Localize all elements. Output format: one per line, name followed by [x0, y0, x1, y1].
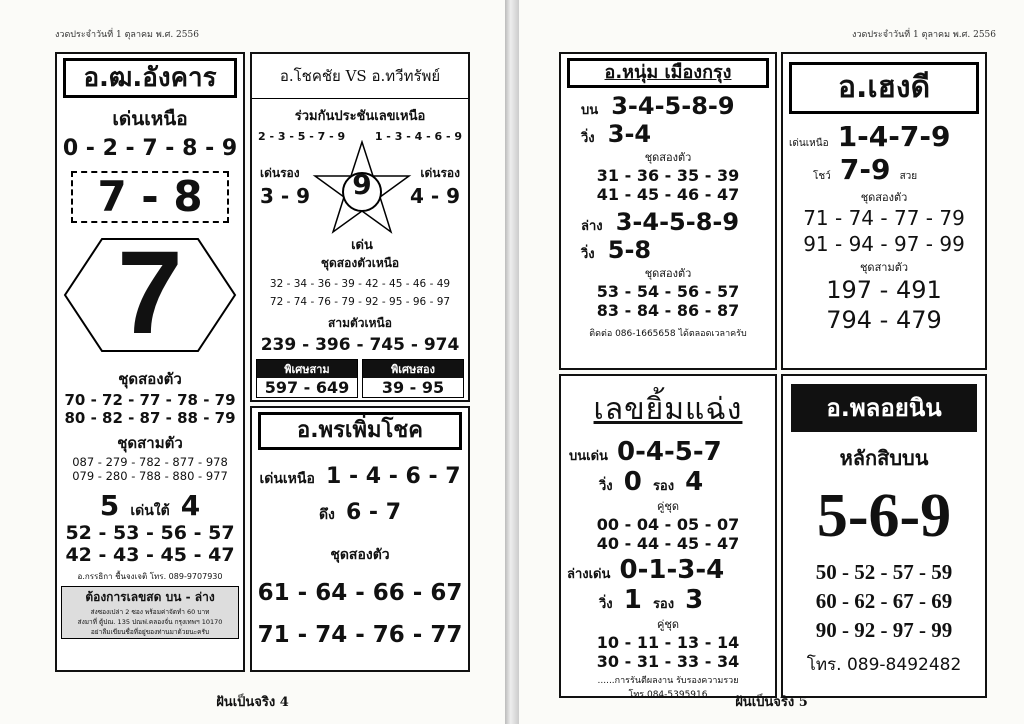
lead-label: เด่นเหนือ — [112, 108, 188, 130]
two-digit-label: ชุดสองตัว — [118, 370, 182, 388]
order-ad-line: ส่งซองเปล่า 2 ซอง พร้อมค่าจัดทำ 60 บาท — [90, 608, 210, 616]
contact-phone: โทร.084-5395916 — [628, 690, 708, 698]
south-label: เด่นใต้ — [130, 503, 170, 519]
right-header: งวดประจำวันที่ 1 ตุลาคม พ.ศ. 2556 — [852, 30, 996, 40]
show-digits: 7-9 — [839, 153, 891, 186]
two-digit-row: 41 - 45 - 46 - 47 — [596, 185, 740, 204]
top-run-label: วิ่ง — [599, 479, 613, 494]
panel-pornpermchok — [250, 406, 470, 672]
south-lead — [57, 489, 243, 522]
two-digit-row: 80 - 82 - 87 - 88 - 79 — [64, 409, 236, 427]
three-digit-row: 239 - 396 - 745 - 974 — [260, 335, 460, 355]
low-line — [561, 208, 775, 236]
low-digits: 0-1-3-4 — [619, 555, 725, 585]
show-label: โชว์ — [813, 171, 831, 182]
star-label: เด่น — [351, 238, 373, 253]
contact-line: อ.กรรธิกา ชื้นจงเจติ โทร. 089-9707930 — [77, 572, 223, 581]
joint-left-digits: 2 - 3 - 5 - 7 - 9 — [258, 130, 346, 143]
special-two-label: พิเศษสอง — [363, 360, 463, 378]
low-run-line — [561, 585, 775, 615]
order-ad-title: ต้องการเลขสด บน - ล่าง — [85, 590, 215, 604]
top-run-label: วิ่ง — [581, 131, 595, 146]
contact-line: ......การรันตีผลงาน รับรองความรวย — [597, 676, 739, 686]
pair-row: 40 - 44 - 45 - 47 — [596, 534, 740, 553]
pair-row: 30 - 31 - 33 - 34 — [596, 652, 740, 671]
three-digit-row: 087 - 279 - 782 - 877 - 978 — [72, 455, 228, 469]
star-section — [252, 126, 468, 276]
panel-ang-khan — [55, 52, 245, 672]
top-run-digit: 0 — [623, 467, 642, 497]
sub-label: หลักสิบบน — [839, 446, 929, 470]
tens-row: 60 - 62 - 67 - 69 — [815, 589, 953, 613]
divider — [252, 98, 468, 99]
top-run-digits: 3-4 — [607, 120, 652, 148]
low-run-label: วิ่ง — [581, 247, 595, 262]
two-digit-row: 91 - 94 - 97 - 99 — [803, 232, 965, 256]
pair-label: คู่ชุด — [657, 618, 679, 631]
two-digit-label: ชุดสองตัว — [330, 547, 390, 563]
top-digits: 0-4-5-7 — [617, 437, 722, 467]
panel-chokchai-taweesap — [250, 52, 470, 402]
top-digits: 3-4-5-8-9 — [611, 92, 735, 120]
two-digit-row: 71 - 74 - 77 - 79 — [803, 206, 965, 230]
big-digits: 5-6-9 — [816, 482, 952, 550]
two-digit-row: 53 - 54 - 56 - 57 — [596, 282, 740, 301]
left-header: งวดประจำวันที่ 1 ตุลาคม พ.ศ. 2556 — [55, 30, 199, 40]
show-line — [783, 153, 985, 186]
top-second-label: รอง — [652, 479, 675, 494]
top-line — [561, 437, 775, 467]
pair-box: 7 - 8 — [71, 171, 229, 223]
panel-num-muangkrung — [559, 52, 777, 370]
joint-label: ร่วมกันประชันเลขเหนือ — [294, 109, 426, 124]
two-digit-row: 32 - 34 - 36 - 39 - 42 - 45 - 46 - 49 — [269, 278, 451, 290]
lead-line — [783, 120, 985, 153]
panel-title: อ.โชคชัย VS อ.ทวีทรัพย์ — [279, 67, 441, 85]
right-footer: ฝันเป็นจริง 5 — [735, 695, 808, 710]
big-number: 7 — [117, 227, 183, 359]
three-digit-label: สามตัวเหนือ — [328, 316, 392, 330]
south-row: 52 - 53 - 56 - 57 — [65, 522, 235, 544]
low-second-label: รอง — [652, 597, 675, 612]
special-three — [256, 359, 358, 398]
low-run-line — [561, 236, 775, 264]
top-line — [561, 92, 775, 120]
top-label: บน — [581, 103, 599, 118]
panel-title: อ.เฮงดี — [789, 62, 979, 114]
two-digit-row: 61 - 64 - 66 - 67 — [257, 580, 463, 606]
order-ad-line: อย่าลืมเขียนชื่อที่อยู่ของท่านมาด้วยนะครับ — [90, 628, 210, 636]
right-page — [519, 0, 1024, 724]
low-run-label: วิ่ง — [599, 597, 613, 612]
low-second-digit: 3 — [685, 585, 704, 615]
two-digit-row: 72 - 74 - 76 - 79 - 92 - 95 - 96 - 97 — [269, 296, 451, 308]
three-digit-row: 197 - 491 — [826, 276, 942, 304]
two-digit-label: ชุดสองตัว — [860, 191, 908, 204]
pull-line — [252, 500, 468, 526]
two-digit-label: ชุดสองตัวเหนือ — [320, 256, 400, 270]
special-row — [256, 359, 464, 398]
left-footer: ฝันเป็นจริง 4 — [216, 695, 289, 710]
lead-digits: 1-4-7-9 — [837, 120, 951, 153]
special-two — [362, 359, 464, 398]
panel-lek-yim-chaeng — [559, 374, 777, 698]
tens-row: 90 - 92 - 97 - 99 — [815, 618, 953, 642]
order-ad — [61, 586, 239, 639]
two-digit-row: 31 - 36 - 35 - 39 — [596, 166, 740, 185]
low-line — [561, 555, 775, 585]
joint-right-digits: 1 - 3 - 4 - 6 - 9 — [374, 130, 462, 143]
two-digit-label: ชุดสองตัว — [644, 151, 692, 164]
top-run-line — [561, 467, 775, 497]
panel-title: อ.พรเพิ่มโชค — [258, 412, 462, 450]
low-label: ล่าง — [581, 219, 603, 234]
order-ad-line: ส่งมาที่ ตู้ปณ. 135 ปณฟ.คลองจั่น กรุงเทพฯ 10170 — [77, 618, 223, 626]
panel-title: เลขยิ้มแฉ่ง — [593, 392, 743, 427]
pull-label: ดึง — [318, 507, 335, 523]
contact-line: ติดต่อ 086-1665658 ได้ตลอดเวลาครับ — [589, 329, 747, 339]
low-run-digits: 5-8 — [607, 236, 652, 264]
low-run-digit: 1 — [623, 585, 642, 615]
low-digits: 3-4-5-8-9 — [615, 208, 740, 236]
panel-title: อ.ฒ.อังคาร — [63, 58, 237, 98]
panel-title: อ.หนุ่ม เมืองกรุง — [567, 58, 769, 88]
three-digit-row: 794 - 479 — [826, 306, 942, 334]
star-number: 9 — [352, 168, 372, 201]
two-digit-row: 83 - 84 - 86 - 87 — [596, 301, 740, 320]
show-suffix: สวย — [899, 171, 918, 182]
lead-label: เด่นเหนือ — [259, 471, 315, 487]
lead-digits: 0 - 2 - 7 - 8 - 9 — [62, 136, 238, 161]
lead-digits: 1 - 4 - 6 - 7 — [325, 464, 461, 489]
tens-row: 50 - 52 - 57 - 59 — [815, 560, 953, 584]
top-label: บนเด่น — [569, 449, 608, 464]
side-label-left: เด่นรอง — [260, 166, 300, 180]
pair-row: 10 - 11 - 13 - 14 — [596, 633, 740, 652]
south-left-digit: 5 — [99, 489, 120, 522]
south-right-digit: 4 — [180, 489, 201, 522]
three-digit-label: ชุดสามตัว — [859, 261, 909, 274]
two-digit-row: 71 - 74 - 76 - 77 — [257, 622, 463, 648]
lead-line — [252, 464, 468, 490]
south-row: 42 - 43 - 45 - 47 — [65, 544, 235, 566]
top-run-line — [561, 120, 775, 148]
low-label: ล่างเด่น — [567, 567, 611, 582]
top-second-digit: 4 — [685, 467, 704, 497]
two-digit-label: ชุดสองตัว — [644, 267, 692, 280]
side-label-right: เด่นรอง — [420, 166, 460, 180]
three-digit-label: ชุดสามตัว — [117, 434, 183, 452]
panel-ploy-nin — [781, 374, 987, 698]
panel-title: อ.พลอยนิน — [791, 384, 977, 432]
two-digit-row: 70 - 72 - 77 - 78 - 79 — [64, 391, 236, 409]
panel-heng-dee — [781, 52, 987, 370]
special-three-value: 597 - 649 — [264, 378, 350, 397]
side-left-digits: 3 - 9 — [260, 184, 311, 208]
special-two-value: 39 - 95 — [381, 378, 445, 397]
left-page — [0, 0, 505, 724]
side-right-digits: 4 - 9 — [409, 184, 460, 208]
book-spine — [505, 0, 519, 724]
hexagon-badge — [57, 227, 243, 359]
special-three-label: พิเศษสาม — [257, 360, 357, 378]
pair-row: 00 - 04 - 05 - 07 — [596, 515, 740, 534]
phone-line: โทร. 089-8492482 — [806, 655, 962, 675]
lead-label: เด่นเหนือ — [789, 138, 829, 149]
three-digit-row: 079 - 280 - 788 - 880 - 977 — [72, 469, 228, 483]
pair-label: คู่ชุด — [657, 500, 679, 513]
pull-digits: 6 - 7 — [345, 500, 402, 525]
